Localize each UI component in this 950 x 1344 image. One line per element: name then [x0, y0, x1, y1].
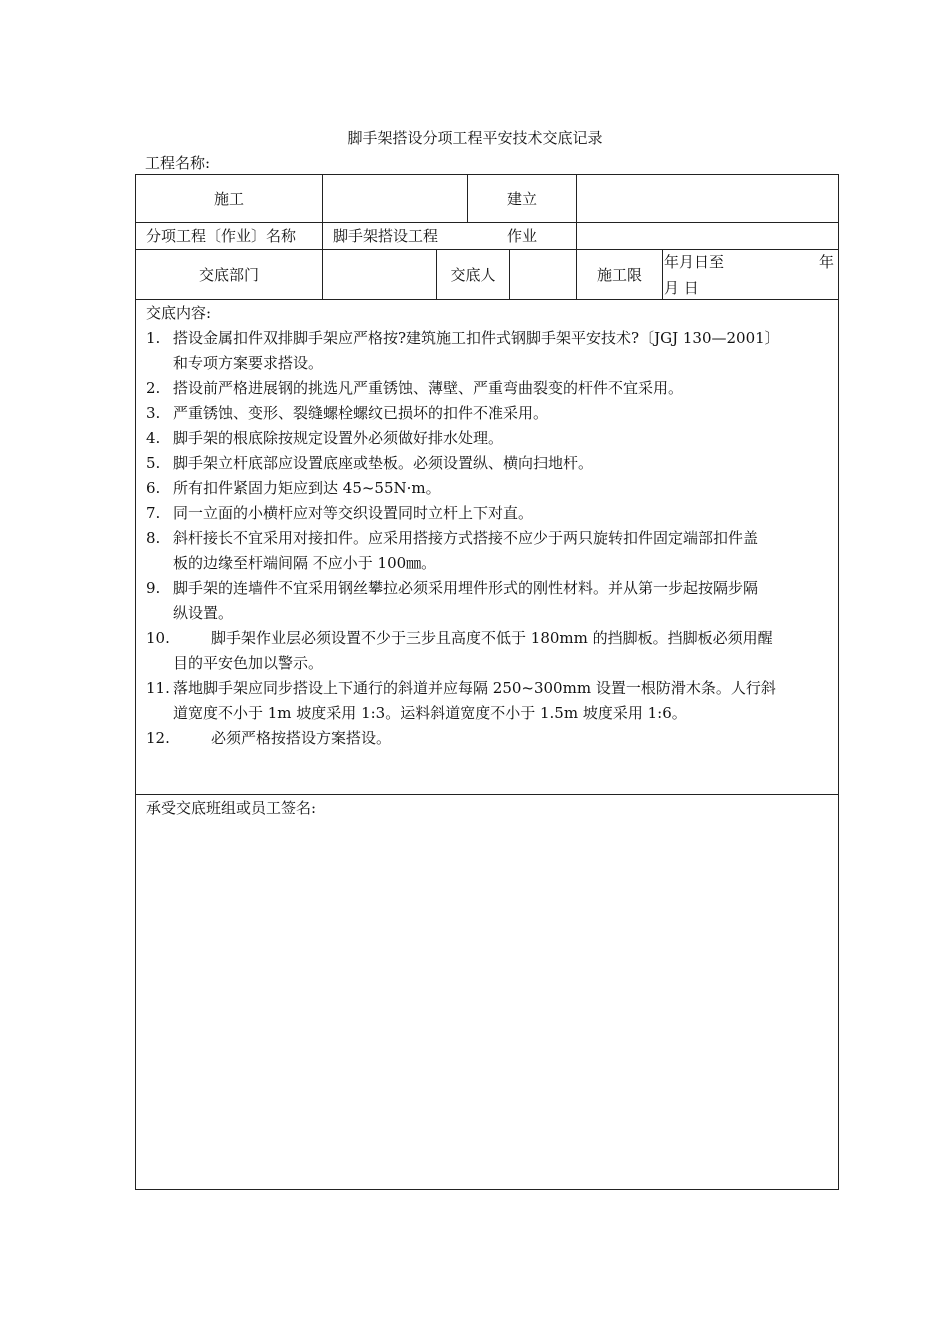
- person-value: [510, 249, 576, 299]
- item-text: 落地脚手架应同步搭设上下通行的斜道并应每隔 250~300mm 设置一根防滑木条。人行斜: [173, 679, 776, 697]
- item-number: 11.: [146, 679, 170, 697]
- period-label: 施工限: [596, 265, 642, 284]
- item-number: 8.: [146, 529, 161, 547]
- item-number: 6.: [146, 479, 161, 497]
- period-year: 年: [818, 253, 834, 271]
- briefing-items: [146, 326, 830, 751]
- signature-label: 承受交底班组或员工签名:: [146, 799, 317, 817]
- item-text-continued: 和专项方案要求搭设。: [173, 354, 324, 372]
- item-number: 1.: [146, 329, 161, 347]
- item-text: 脚手架的根底除按规定设置外必须做好排水处理。: [173, 429, 504, 447]
- list-item: [146, 526, 830, 551]
- person-label: 交底人: [450, 265, 496, 284]
- list-item: [146, 501, 830, 526]
- item-number: 2.: [146, 379, 161, 397]
- period-start: 年月日至: [664, 253, 725, 271]
- period-month-day: 月 日: [664, 279, 699, 297]
- list-item: [146, 326, 830, 351]
- item-number: 4.: [146, 429, 161, 447]
- construction-label: 施工: [213, 190, 244, 208]
- item-text: 脚手架作业层必须设置不少于三步且高度不低于 180mm 的挡脚板。挡脚板必须用醒: [211, 629, 773, 647]
- list-item: [146, 426, 830, 451]
- list-item: [146, 476, 830, 501]
- item-number: 9.: [146, 579, 161, 597]
- list-item: [146, 726, 830, 751]
- list-item: [146, 376, 830, 401]
- item-number: 12.: [146, 729, 170, 747]
- item-text: 所有扣件紧固力矩应到达 45~55N·m。: [173, 479, 441, 497]
- item-text-continued: 道宽度不小于 1m 坡度采用 1:3。运料斜道宽度不小于 1.5m 坡度采用 1:6。: [173, 704, 687, 722]
- row-divider: [136, 794, 838, 795]
- item-text: 必须严格按搭设方案搭设。: [211, 729, 392, 747]
- list-item: [146, 626, 830, 651]
- list-item: [146, 576, 830, 601]
- item-text: 斜杆接长不宜采用对接扣件。应采用搭接方式搭接不应少于两只旋转扣件固定端部扣件盖: [173, 529, 759, 547]
- item-text: 脚手架的连墙件不宜采用钢丝攀拉必须采用埋件形式的刚性材料。并从第一步起按隔步隔: [173, 579, 759, 597]
- work-value: [577, 222, 839, 249]
- item-text: 同一立面的小横杆应对等交织设置同时立杆上下对直。: [173, 504, 534, 522]
- item-number: 7.: [146, 504, 161, 522]
- dept-value: [323, 249, 436, 299]
- list-item: [146, 676, 830, 701]
- work-label: 作业: [506, 227, 537, 245]
- briefing-content: [146, 301, 830, 751]
- form-table: [135, 174, 839, 1190]
- item-number: 3.: [146, 404, 161, 422]
- page-title: 脚手架搭设分项工程平安技术交底记录: [347, 129, 603, 147]
- period-value: [664, 249, 834, 301]
- dept-label: 交底部门: [198, 265, 259, 284]
- item-text: 严重锈蚀、变形、裂缝螺栓螺纹已损坏的扣件不准采用。: [173, 404, 549, 422]
- item-number: 10.: [146, 629, 170, 647]
- item-text-continued: 目的平安色加以警示。: [173, 654, 324, 672]
- construction-value: [323, 175, 467, 222]
- item-text: 脚手架立杆底部应设置底座或垫板。必须设置纵、横向扫地杆。: [173, 454, 594, 472]
- item-text-continued: 板的边缘至杆端间隔 不应小于 100㎜。: [173, 554, 437, 572]
- subitem-label: 分项工程〔作业〕名称: [146, 227, 297, 245]
- project-name-label: 工程名称:: [145, 154, 211, 172]
- item-text-continued: 纵设置。: [173, 604, 234, 622]
- col-divider: [662, 249, 663, 299]
- content-heading: 交底内容:: [146, 304, 212, 322]
- item-number: 5.: [146, 454, 161, 472]
- item-text: 搭设金属扣件双排脚手架应严格按?建筑施工扣件式钢脚手架平安技术?〔JGJ 130—2001〕: [173, 329, 780, 347]
- list-item: [146, 451, 830, 476]
- subitem-value: 脚手架搭设工程: [333, 227, 439, 245]
- build-value: [577, 175, 839, 222]
- item-text: 搭设前严格进展钢的挑选凡严重锈蚀、薄壁、严重弯曲裂变的杆件不宜采用。: [173, 379, 684, 397]
- list-item: [146, 401, 830, 426]
- build-label: 建立: [506, 190, 537, 208]
